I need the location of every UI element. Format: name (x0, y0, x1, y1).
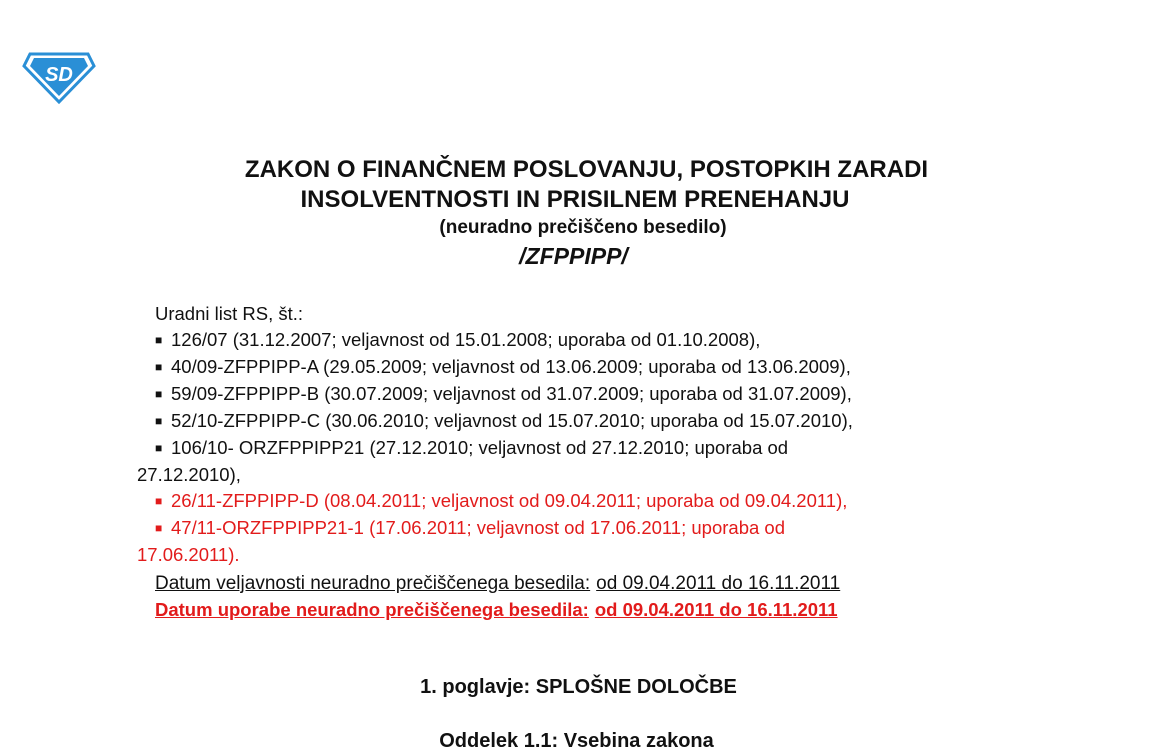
document-subtitle: (neuradno prečiščeno besedilo) (439, 217, 727, 238)
gazette-item-text: 52/10-ZFPPIPP-C (30.06.2010; veljavnost od 15.07.2010; uporaba od 15.07.2010), (171, 409, 853, 431)
usage-row (155, 597, 840, 623)
document-abbreviation: /ZFPPIPP/ (519, 243, 628, 269)
validity-dates (155, 571, 840, 623)
chapter-heading: 1. poglavje: SPLOŠNE DOLOČBE (420, 676, 737, 698)
validity-row (155, 571, 840, 597)
gazette-item-text: 40/09-ZFPPIPP-A (29.05.2009; veljavnost od 13.06.2009; uporaba od 13.06.2009), (171, 355, 851, 377)
gazette-item-text: 126/07 (31.12.2007; veljavnost od 15.01.2008; uporaba od 01.10.2008), (171, 328, 761, 350)
gazette-item-highlighted (137, 515, 1037, 568)
usage-value: od 09.04.2011 do 16.11.2011 (594, 599, 838, 620)
official-gazette-list (137, 301, 1037, 567)
gazette-item (137, 435, 1037, 488)
gazette-item (137, 381, 1037, 408)
svg-text:SD: SD (45, 64, 73, 86)
document-title-line-2: INSOLVENTNOSTI IN PRISILNEM PRENEHANJU (300, 186, 850, 213)
square-bullet-icon: ■ (155, 360, 163, 374)
square-bullet-icon: ■ (155, 387, 163, 401)
gazette-item-continuation: 27.12.2010), (137, 463, 241, 485)
document-title-line-1: ZAKON O FINANČNEM POSLOVANJU, POSTOPKIH ZARADI (244, 156, 929, 183)
gazette-item-text: 47/11-ORZFPPIPP21-1 (17.06.2011; veljavnost od 17.06.2011; uporaba od (171, 516, 785, 538)
validity-value: od 09.04.2011 do 16.11.2011 (596, 573, 841, 594)
gazette-item-highlighted (137, 488, 1037, 515)
square-bullet-icon: ■ (155, 493, 163, 508)
gazette-heading: Uradni list RS, št.: (155, 303, 304, 324)
gazette-item-text: 59/09-ZFPPIPP-B (30.07.2009; veljavnost od 31.07.2009; uporaba od 31.07.2009), (171, 382, 852, 404)
document-title-block (0, 155, 1157, 271)
validity-label: Datum veljavnosti neuradno prečiščenega besedila: (155, 573, 591, 594)
square-bullet-icon: ■ (155, 333, 163, 347)
square-bullet-icon: ■ (155, 414, 163, 428)
gazette-item-text: 26/11-ZFPPIPP-D (08.04.2011; veljavnost od 09.04.2011; uporaba od 09.04.2011), (171, 489, 848, 511)
square-bullet-icon: ■ (155, 520, 163, 535)
sd-shield-logo-icon (22, 50, 96, 104)
gazette-item (137, 327, 1037, 354)
gazette-item-continuation: 17.06.2011). (137, 543, 240, 565)
usage-label: Datum uporabe neuradno prečiščenega besedila: (155, 599, 589, 620)
square-bullet-icon: ■ (155, 441, 163, 455)
section-heading: Oddelek 1.1: Vsebina zakona (439, 730, 714, 752)
gazette-item-text: 106/10- ORZFPPIPP21 (27.12.2010; veljavnost od 27.12.2010; uporaba od (171, 436, 789, 458)
gazette-item (137, 408, 1037, 435)
gazette-item (137, 354, 1037, 381)
